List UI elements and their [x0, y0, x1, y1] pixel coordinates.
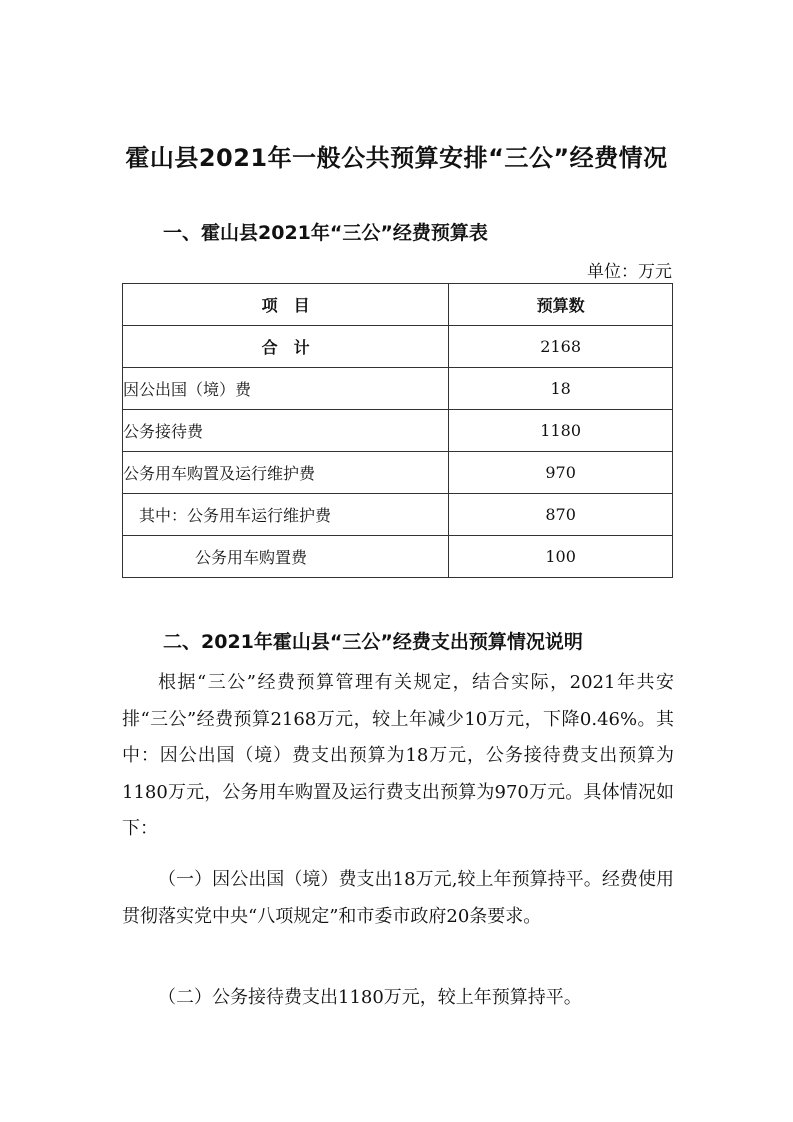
- body-paragraph: （一）因公出国（境）费支出18万元,较上年预算持平。经费使用贯彻落实党中央“八项规定”和市委市政府20条要求。: [122, 869, 674, 927]
- table-cell-value: 970: [449, 452, 673, 494]
- table-cell-value: 100: [449, 536, 673, 578]
- table-row: [123, 410, 673, 452]
- table-row: [123, 452, 673, 494]
- column-header-budget: 预算数: [449, 284, 673, 326]
- document-title: 霍山县2021年一般公共预算安排“三公”经费情况: [125, 144, 668, 172]
- table-cell-value: 2168: [449, 326, 673, 368]
- table-cell-item: 其中：公务用车运行维护费: [123, 494, 449, 536]
- column-header-item: 项 目: [123, 284, 449, 326]
- table-row-total: [123, 326, 673, 368]
- table-cell-value: 1180: [449, 410, 673, 452]
- table-cell-item: 公务用车购置及运行维护费: [123, 452, 449, 494]
- table-row: [123, 494, 673, 536]
- unit-label: 单位：万元: [587, 262, 672, 282]
- table-cell-item: 合 计: [123, 326, 449, 368]
- table-cell-item: 公务接待费: [123, 410, 449, 452]
- budget-table: [122, 283, 673, 578]
- table-header-row: [123, 284, 673, 326]
- table-cell-item: 公务用车购置费: [123, 536, 449, 578]
- section-heading-budget-table: 一、霍山县2021年“三公”经费预算表: [163, 222, 488, 244]
- body-paragraph: 根据“三公”经费预算管理有关规定，结合实际，2021年共安排“三公”经费预算2168万元，较上年减少10万元，下降0.46%。其中：因公出国（境）费支出预算为18万元，公务接待费支出预算为1180万元，公务用车购置及运行费支出预算为970万元。具体情况如下：: [122, 672, 674, 839]
- body-paragraph: （二）公务接待费支出1180万元，较上年预算持平。: [158, 987, 582, 1008]
- table-cell-value: 18: [449, 368, 673, 410]
- table-cell-value: 870: [449, 494, 673, 536]
- table-cell-item: 因公出国（境）费: [123, 368, 449, 410]
- section-heading-explanation: 二、2021年霍山县“三公”经费支出预算情况说明: [163, 631, 583, 653]
- table-row: [123, 368, 673, 410]
- table-row: [123, 536, 673, 578]
